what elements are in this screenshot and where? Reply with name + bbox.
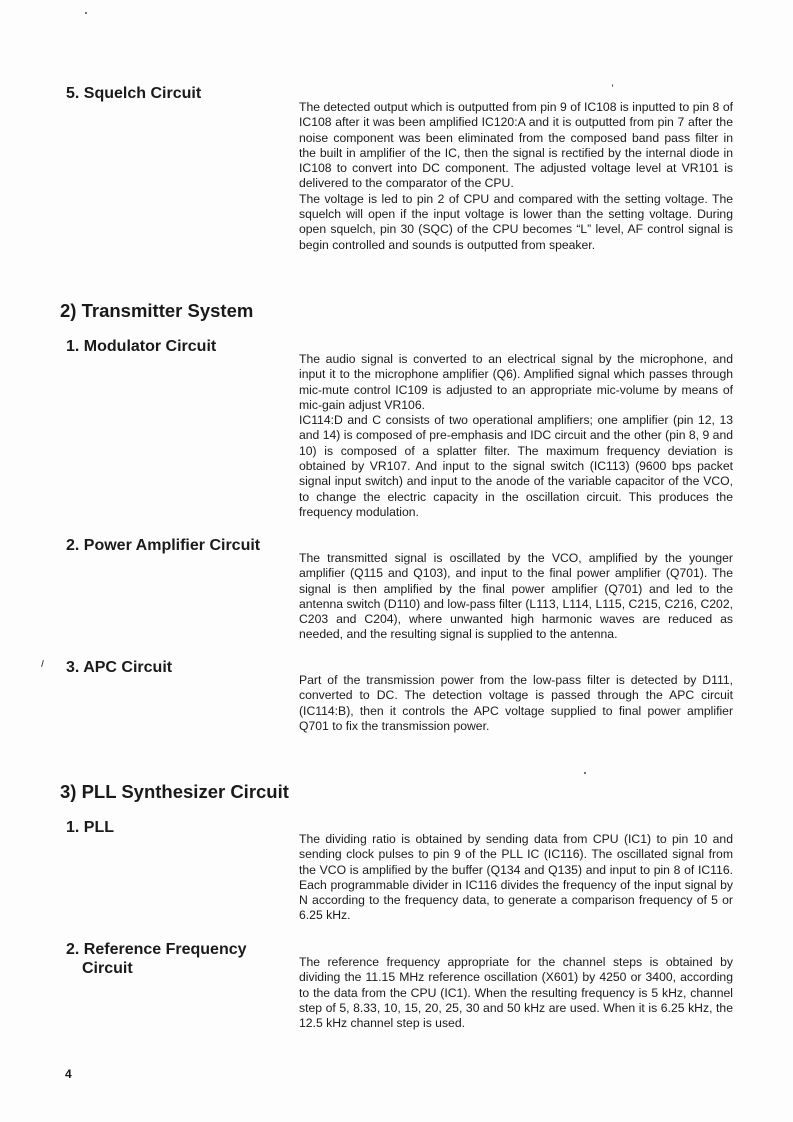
reference-frequency-text <box>299 955 733 1031</box>
squelch-circuit-heading: 5. Squelch Circuit <box>66 85 202 102</box>
power-amplifier-circuit-text <box>299 551 733 643</box>
heading-line: 2. Reference Frequency <box>66 941 247 958</box>
apc-circuit-heading: 3. APC Circuit <box>66 659 173 676</box>
modulator-circuit-text <box>299 352 733 520</box>
pll-synthesizer-heading: 3) PLL Synthesizer Circuit <box>60 781 289 802</box>
pll-heading: 1. PLL <box>66 819 115 836</box>
power-amplifier-circuit-heading: 2. Power Amplifier Circuit <box>66 537 261 554</box>
paragraph: Part of the transmission power from the low-pass filter is detected by D111, converted to DC. The detection voltage is passed through the APC circuit (IC114:B), then it controls the APC voltage supplied to final power amplifier Q701 to fix the transmission power. <box>299 673 733 733</box>
pll-text <box>299 832 733 924</box>
scan-speck <box>85 12 87 14</box>
apc-circuit-text <box>299 673 733 734</box>
paragraph: The voltage is led to pin 2 of CPU and compared with the setting voltage. The squelch will open if the input voltage is lower than the setting voltage. During open squelch, pin 30 (SQC) of the CPU becomes “L” level, AF control signal is begin controlled and sounds is outputted from speaker. <box>299 191 733 252</box>
scan-speck <box>612 84 613 87</box>
paragraph: The detected output which is outputted from pin 9 of IC108 is inputted to pin 8 of IC108 after it was been amplified IC120:A and it is outputted from pin 7 after the noise component was been eliminated from the composed band pass filter in the built in amplifier of the IC, then the signal is rectified by the internal diode in IC108 to convert into DC component. The adjusted voltage level at VR101 is delivered to the comparator of the CPU. <box>299 100 733 191</box>
heading-line: Circuit <box>82 960 133 977</box>
reference-frequency-heading <box>66 940 247 978</box>
paragraph: The audio signal is converted to an electrical signal by the microphone, and input it to the microphone amplifier (Q6). Amplified signal which passes through mic-mute control IC109 is adjusted to an appropriate mic-volume by means of mic-gain adjust VR106. <box>299 352 733 412</box>
paragraph: The transmitted signal is oscillated by the VCO, amplified by the younger amplifier (Q115 and Q103), and input to the final power amplifier (Q701). The signal is then amplified by the final power amplifier (Q701) and led to the antenna switch (D110) and low-pass filter (L113, L114, L115, C215, C216, C202, C203 and C204), where unwanted high harmonic waves are reduced as needed, and the resulting signal is supplied to the antenna. <box>299 551 733 642</box>
paragraph: The dividing ratio is obtained by sending data from CPU (IC1) to pin 10 and sending clock pulses to pin 9 of the PLL IC (IC116). The oscillated signal from the VCO is amplified by the buffer (Q134 and Q135) and input to pin 8 of IC116. Each programmable divider in IC116 divides the frequency of the input signal by N according to the frequency data, to generate a comparison frequency of 5 or 6.25 kHz. <box>299 832 733 923</box>
paragraph: The reference frequency appropriate for the channel steps is obtained by dividing the 11.15 MHz reference oscillation (X601) by 4250 or 3400, according to the data from the CPU (IC1). When the resulting frequency is 5 kHz, channel step of 5, 8.33, 10, 15, 20, 25, 30 and 50 kHz are used. When it is 6.25 kHz, the 12.5 kHz channel step is used. <box>299 955 733 1031</box>
transmitter-system-heading: 2) Transmitter System <box>60 300 254 321</box>
modulator-circuit-heading: 1. Modulator Circuit <box>66 338 217 355</box>
squelch-circuit-text <box>299 100 733 253</box>
scan-speck <box>41 660 44 667</box>
paragraph: IC114:D and C consists of two operational amplifiers; one amplifier (pin 12, 13 and 14) is composed of pre-emphasis and IDC circuit and the other (pin 8, 9 and 10) is composed of a splatter filter. The maximum frequency deviation is obtained by VR107. And input to the signal switch (IC113) (9600 bps packet signal input switch) and input to the anode of the variable capacitor of the VCO, to change the electric capacity in the oscillation circuit. This produces the frequency modulation. <box>299 413 733 519</box>
scan-speck <box>584 772 586 774</box>
page-number: 4 <box>65 1067 72 1081</box>
